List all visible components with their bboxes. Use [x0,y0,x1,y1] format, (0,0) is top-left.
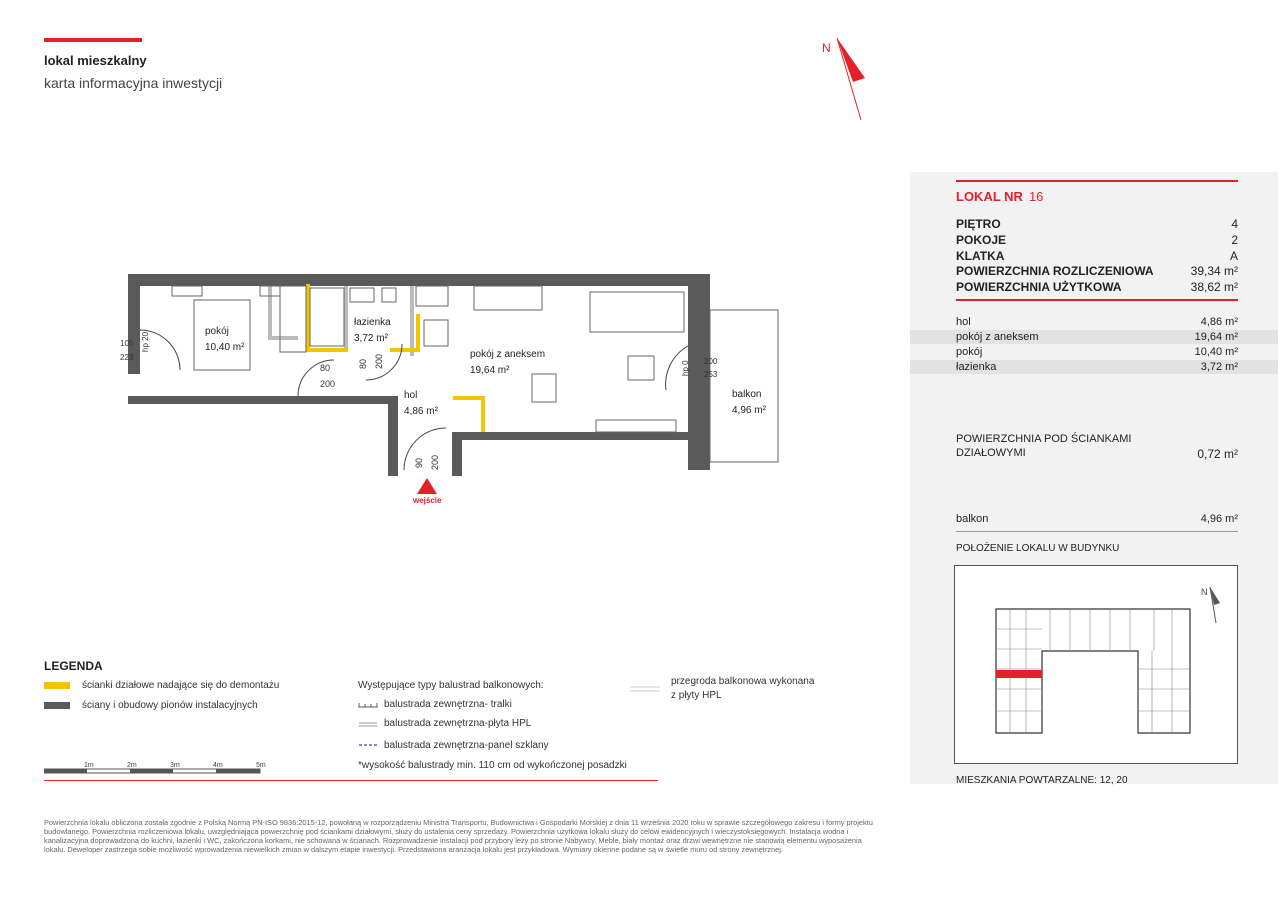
dim-80a: 80 [320,363,331,373]
partition-row-2: DZIAŁOWYMI 0,72 m² [956,447,1238,461]
room-row-aneks: pokój z aneksem 19,64 m² [956,331,1238,343]
room-pokoj-name: pokój [205,326,229,337]
spec-pokoje: POKOJE 2 [956,233,1238,247]
dim-90: 90 [414,457,424,468]
scale-label-5m: 5m [256,762,266,769]
scale-label-4m: 4m [213,762,223,769]
dim-253: 253 [704,370,718,379]
room-row-lazienka: łazienka 3,72 m² [956,361,1238,373]
balustrade-tralki-icon [358,702,378,708]
partition-row-1: POWIERZCHNIA POD ŚCIANKAMI [956,433,1132,445]
unit-location-marker [996,670,1042,678]
dim-hp20: hp 20 [141,331,150,352]
dim-hp0: hp 0 [681,360,690,376]
partition-note-line1: przegroda balkonowa wykonana [671,676,815,687]
spec-pietro: PIĘTRO 4 [956,217,1238,231]
building-location-map [954,565,1238,765]
scale-label-1m: 1m [84,762,94,769]
balustrade-note: *wysokość balustrady min. 110 cm od wykończonej posadzki [358,760,627,771]
balustrade-tralki: balustrada zewnętrzna- tralki [384,699,512,710]
balcony-rule [956,531,1238,532]
footer-disclaimer: Powierzchnia lokalu obliczona została zgodnie z Polską Normą PN-ISO 9836:2015-12, powołaną w rozporządzeniu Ministra Transportu, Budownictwa i Gospodarki Morskiej z dnia 11 września 2020 roku w sprawie szczegółowego zakresu i formy projektu budowlanego. Powierzchnia rozliczeniowa lokalu, uwzględniająca powierzchnię pod ściankami działowymi, służy do ustalenia ceny sprzedaży. Powierzchnia użytkowa lokalu służy do celów ewidencyjnych i wieczystoksięgowych. Instalacja wodna i kanalizacyjna doprowadzona do kuchni, łazienki i WC, zakończona korkami, nie schowana w ścianach. Rozprowadzenie instalacji pod przybory leży po stronie Nabywcy. Meble, biały montaż oraz drzwi wewnętrzne nie stanowią elementu wyposażenia lokalu. Deweloper zastrzega sobie możliwość wprowadzenia niewielkich zmian w dalszym etapie inwestycji. Przedstawiona aranżacja lokalu jest przykładowa. Wymiary okienne podane są w świetle muru od strony zewnętrznej. [44,818,873,854]
room-aneks-name: pokój z aneksem [470,349,546,360]
info-panel [910,172,1278,784]
balustrade-glass-icon [358,742,378,748]
dim-105: 105 [120,339,134,348]
legend-title: LEGENDA [44,659,103,673]
room-row-pokoj: pokój 10,40 m² [956,346,1238,358]
entrance-label: wejście [413,496,442,505]
map-compass-label: N [1201,587,1208,597]
legend-swatch-walls [44,702,70,709]
scale-bar [44,759,274,777]
entrance-arrow-icon [417,478,437,494]
page-title: lokal mieszkalny [44,53,147,68]
dim-200c: 200 [430,454,440,470]
room-balkon-area: 4,96 m² [732,405,766,416]
scale-label-3m: 3m [170,762,180,769]
info-top-rule [956,180,1238,182]
spec-pow-rozliczeniowa: POWIERZCHNIA ROZLICZENIOWA 39,34 m² [956,264,1238,278]
legend-item-walls: ściany i obudowy pionów instalacyjnych [82,700,258,711]
partition-hpl-icon [630,686,660,692]
room-hol-area: 4,86 m² [404,406,438,417]
repeated-units: MIESZKANIA POWTARZALNE: 12, 20 [956,775,1128,786]
info-mid-rule [956,299,1238,301]
compass-label: N [822,41,831,55]
lokal-number: 16 [1028,189,1044,204]
balustrade-title: Występujące typy balustrad balkonowych: [358,680,544,691]
room-row-hol: hol 4,86 m² [956,316,1238,328]
room-lazienka-name: łazienka [354,317,391,328]
spec-pow-uzytkowa: POWIERZCHNIA UŻYTKOWA 38,62 m² [956,280,1238,294]
spec-klatka: KLATKA A [956,249,1238,263]
dim-223: 223 [120,353,134,362]
room-lazienka-area: 3,72 m² [354,333,388,344]
legend-swatch-demountable [44,682,70,689]
room-balkon-name: balkon [732,389,762,400]
dim-200b: 200 [374,353,384,369]
room-aneks-area: 19,64 m² [470,365,510,376]
header-accent-bar [44,38,142,42]
dim-200d: 200 [704,357,718,366]
legend-divider [44,780,658,781]
balustrade-hpl: balustrada zewnętrzna-płyta HPL [384,718,532,729]
room-hol-name: hol [404,390,418,401]
location-title: POŁOŻENIE LOKALU W BUDYNKU [956,543,1120,554]
page-subtitle: karta informacyjna inwestycji [44,75,223,91]
compass-icon [815,32,875,124]
dim-80b: 80 [358,358,368,369]
partition-note-line2: z płyty HPL [671,690,722,701]
lokal-heading [956,189,1043,204]
dim-200a: 200 [320,379,336,389]
room-pokoj-area: 10,40 m² [205,342,245,353]
lokal-label: LOKAL NR [956,189,1023,204]
balustrade-glass: balustrada zewnętrzna-panel szklany [384,740,549,751]
floor-plan [110,270,800,510]
scale-label-2m: 2m [127,762,137,769]
balcony-row: balkon 4,96 m² [956,513,1238,525]
balustrade-hpl-icon [358,721,378,727]
legend-item-demountable: ścianki działowe nadające się do demontażu [82,680,280,691]
